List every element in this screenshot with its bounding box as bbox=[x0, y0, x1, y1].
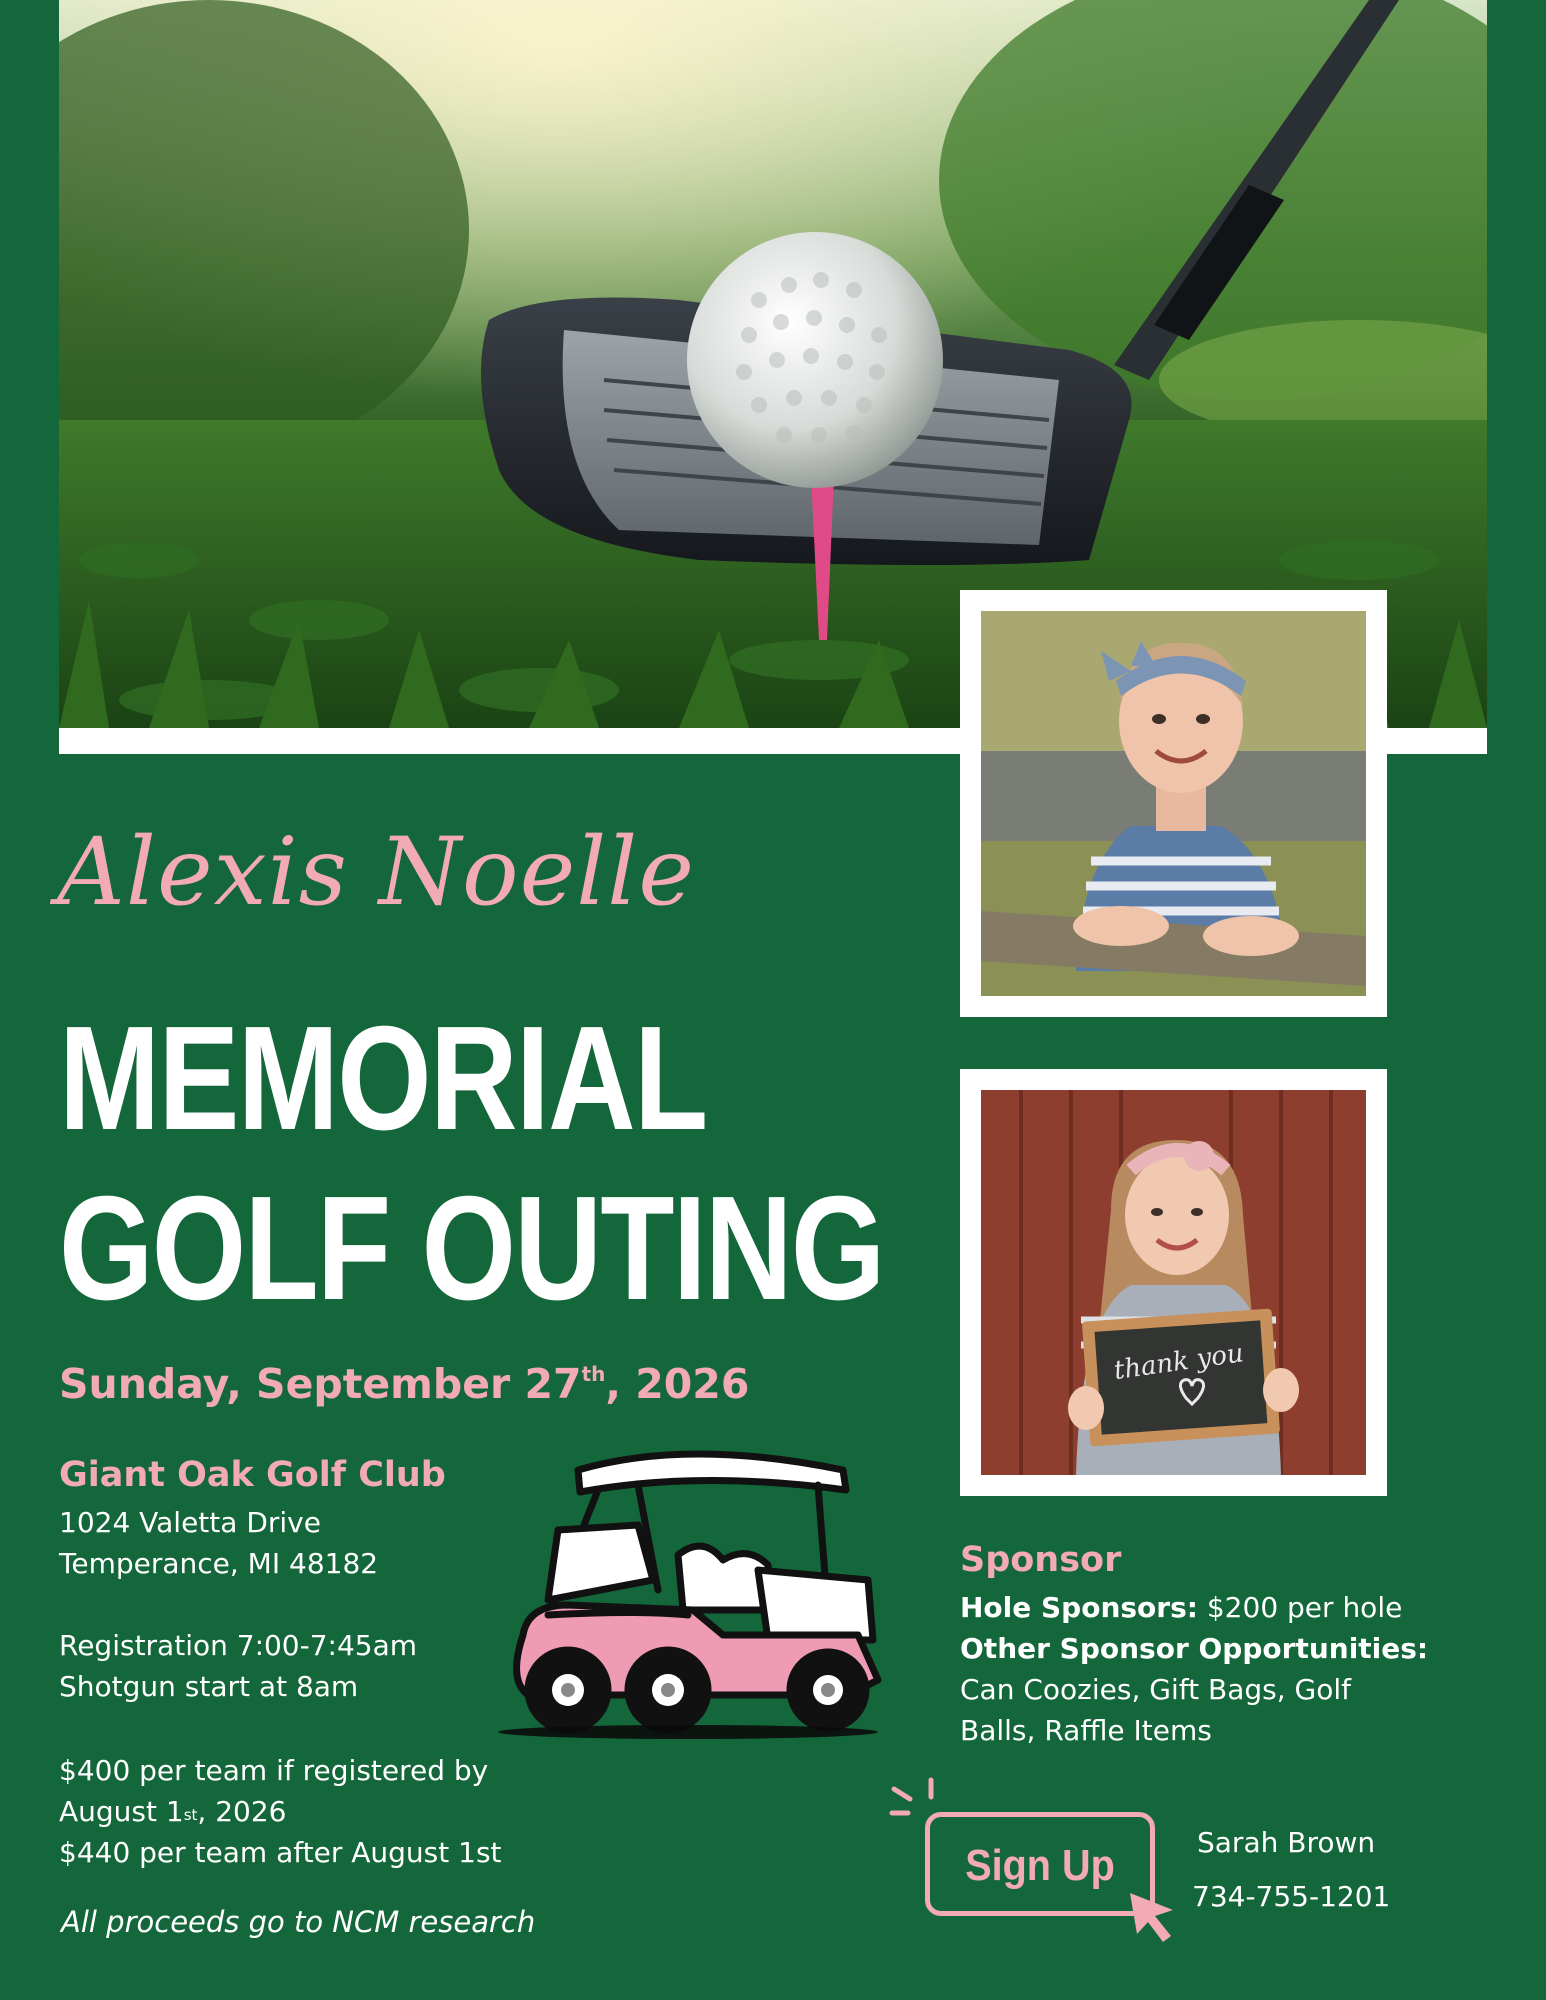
proceeds-note: All proceeds go to NCM research bbox=[61, 1905, 536, 1939]
deadline-year: , 2026 bbox=[197, 1795, 287, 1828]
hole-sponsors-label: Hole Sponsors: bbox=[960, 1591, 1198, 1624]
girl-headband-photo bbox=[981, 611, 1366, 996]
title-line-2: GOLF OUTING bbox=[59, 1166, 884, 1331]
hole-sponsors-value: $200 per hole bbox=[1197, 1591, 1403, 1624]
contact-name: Sarah Brown bbox=[1197, 1826, 1376, 1859]
sign-up-label: Sign Up bbox=[965, 1841, 1115, 1890]
golf-cart-icon bbox=[488, 1440, 893, 1740]
deadline-month: August 1 bbox=[59, 1795, 184, 1828]
address-line-1: 1024 Valetta Drive bbox=[59, 1506, 321, 1539]
schedule bbox=[59, 1625, 417, 1707]
date-ordinal: th bbox=[581, 1362, 606, 1386]
shotgun-start: Shotgun start at 8am bbox=[59, 1670, 359, 1703]
sponsor-heading: Sponsor bbox=[960, 1540, 1122, 1580]
cursor-arrow-icon bbox=[1125, 1888, 1180, 1948]
deadline-ordinal: st bbox=[183, 1806, 198, 1824]
other-sponsors-label: Other Sponsor Opportunities: bbox=[960, 1632, 1429, 1665]
hole-sponsors-line bbox=[960, 1587, 1430, 1628]
honoree-name-script: Alexis Noelle bbox=[57, 818, 695, 927]
photo-frame-1 bbox=[960, 590, 1387, 1017]
price-early: $400 per team if registered by bbox=[59, 1754, 489, 1787]
address-line-2: Temperance, MI 48182 bbox=[59, 1547, 379, 1580]
sponsor-details bbox=[960, 1587, 1430, 1751]
chalkboard-text: thank you bbox=[1112, 1338, 1246, 1387]
date-year: , 2026 bbox=[605, 1360, 750, 1408]
photo-frame-2 bbox=[960, 1069, 1387, 1496]
event-date bbox=[59, 1360, 749, 1408]
girl-chalkboard-photo bbox=[981, 1090, 1366, 1475]
date-main: Sunday, September 27 bbox=[59, 1360, 582, 1408]
venue-name: Giant Oak Golf Club bbox=[59, 1455, 446, 1495]
venue-address bbox=[59, 1502, 378, 1584]
sign-up-button[interactable] bbox=[925, 1812, 1155, 1916]
title-line-1: MEMORIAL bbox=[59, 996, 707, 1161]
registration-time: Registration 7:00-7:45am bbox=[59, 1629, 418, 1662]
other-sponsors-value: Can Coozies, Gift Bags, Golf Balls, Raffle Items bbox=[960, 1673, 1351, 1747]
price-late: $440 per team after August 1st bbox=[59, 1836, 502, 1869]
contact-phone: 734-755-1201 bbox=[1192, 1880, 1391, 1913]
pricing bbox=[59, 1750, 502, 1873]
price-early-deadline bbox=[59, 1791, 502, 1832]
